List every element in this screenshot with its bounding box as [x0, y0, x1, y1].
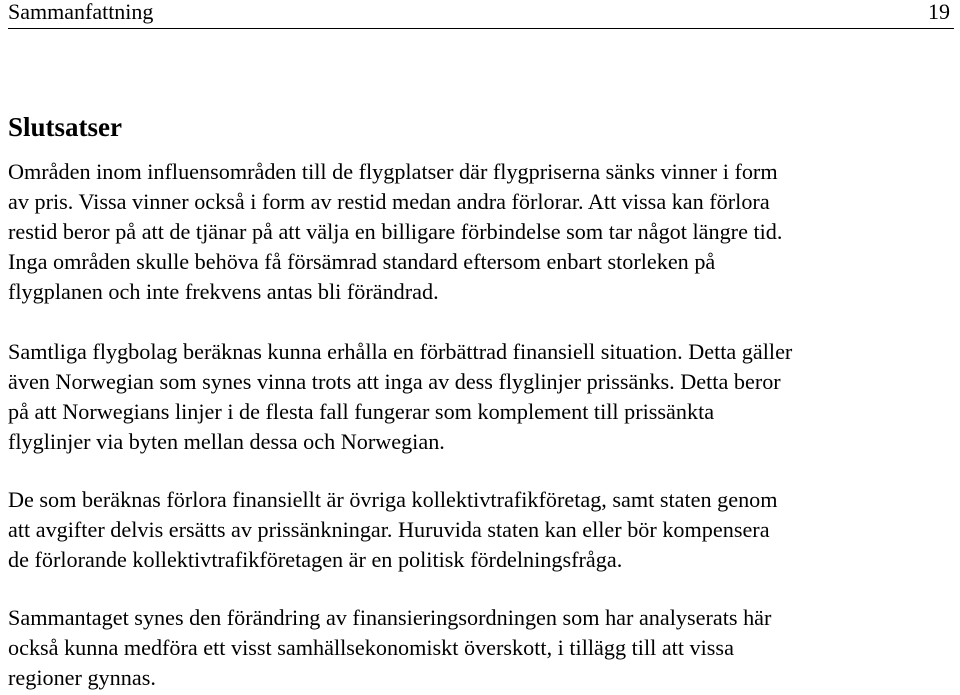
text-line: flyglinjer via byten mellan dessa och Norwegian.: [8, 429, 445, 454]
text-line: Samtliga flygbolag beräknas kunna erhålla en förbättrad finansiell situation. Detta gäller: [8, 339, 793, 364]
text-line: av pris. Vissa vinner också i form av restid medan andra förlorar. Att vissa kan förlora: [8, 189, 770, 214]
running-header: [8, 0, 954, 29]
paragraph-conclusions-areas: [8, 157, 782, 307]
section-title: Sammanfattning: [8, 0, 154, 24]
section-heading: Slutsatser: [8, 112, 122, 142]
text-line: även Norwegian som synes vinna trots att inga av dess flyglinjer prissänks. Detta beror: [8, 369, 781, 394]
text-line: De som beräknas förlora finansiellt är övriga kollektivtrafikföretag, samt staten genom: [8, 487, 778, 512]
paragraph-conclusions-summary: [8, 603, 771, 693]
paragraph-conclusions-airlines: [8, 337, 792, 457]
page-number: 19: [928, 0, 950, 24]
paragraph-conclusions-losers: [8, 485, 778, 575]
text-line: på att Norwegians linjer i de flesta fall fungerar som komplement till prissänkta: [8, 399, 715, 424]
text-line: Sammantaget synes den förändring av finansieringsordningen som har analyserats här: [8, 605, 772, 630]
text-line: flygplanen och inte frekvens antas bli förändrad.: [8, 279, 439, 304]
text-line: de förlorande kollektivtrafikföretagen är en politisk fördelningsfråga.: [8, 547, 623, 572]
text-line: regioner gynnas.: [8, 665, 156, 690]
text-line: restid beror på att de tjänar på att välja en billigare förbindelse som tar något längre tid.: [8, 219, 783, 244]
text-line: Inga områden skulle behöva få försämrad standard eftersom enbart storleken på: [8, 249, 716, 274]
text-line: Områden inom influensområden till de flygplatser där flygpriserna sänks vinner i form: [8, 159, 778, 184]
text-line: också kunna medföra ett visst samhällsekonomiskt överskott, i tillägg till att vissa: [8, 635, 734, 660]
text-line: att avgifter delvis ersätts av prissänkningar. Huruvida staten kan eller bör kompensera: [8, 517, 770, 542]
